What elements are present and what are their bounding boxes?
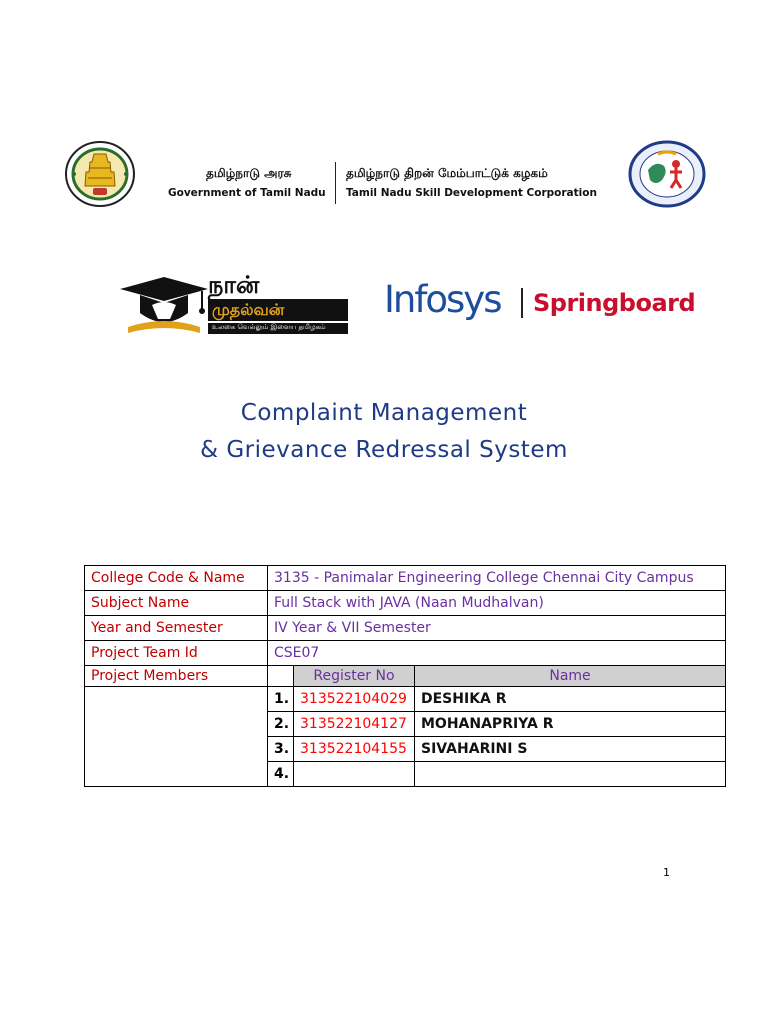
member-name: MOHANAPRIYA R [415, 712, 726, 737]
name-header: Name [415, 666, 726, 687]
member-name: DESHIKA R [415, 687, 726, 712]
document-title-line2: & Grievance Redressal System [200, 437, 568, 463]
document-title-line1: Complaint Management [240, 400, 528, 426]
team-id-label: Project Team Id [85, 641, 268, 666]
college-value: 3135 - Panimalar Engineering College Chennai City Campus [268, 566, 726, 591]
springboard-logo-text: Springboard [533, 289, 696, 317]
naan-mudhalvan-tagline: உலகை வெல்லும் இளைய தமிழகம் [212, 323, 326, 331]
members-header-blank [268, 666, 294, 687]
mudhalvan-text: முதல்வன் [212, 300, 285, 319]
page-number: 1 [663, 866, 670, 879]
graduation-cap-icon [118, 275, 210, 337]
tnsdc-tamil-text: தமிழ்நாடு திறன் மேம்பாட்டுக் கழகம் [346, 166, 548, 180]
subject-label: Subject Name [85, 591, 268, 616]
header-divider [335, 162, 336, 204]
naan-text: நான் [208, 271, 260, 299]
member-number: 4. [268, 762, 294, 787]
members-blank-cell [85, 687, 268, 787]
table-row [85, 591, 726, 616]
table-row [85, 666, 726, 687]
member-register-no: 313522104155 [294, 737, 415, 762]
govt-english-text: Government of Tamil Nadu [168, 187, 326, 199]
table-row [85, 687, 726, 712]
members-label: Project Members [85, 666, 268, 687]
register-no-header: Register No [294, 666, 415, 687]
infosys-divider [521, 288, 523, 318]
member-register-no [294, 762, 415, 787]
tamil-nadu-seal-logo [64, 140, 136, 208]
member-number: 1. [268, 687, 294, 712]
year-semester-value: IV Year & VII Semester [268, 616, 726, 641]
table-row [85, 616, 726, 641]
team-id-value: CSE07 [268, 641, 726, 666]
table-row [85, 641, 726, 666]
infosys-logo-text: Infosys [384, 278, 501, 321]
member-register-no: 313522104127 [294, 712, 415, 737]
project-info-table [84, 565, 726, 787]
tnsdc-english-text: Tamil Nadu Skill Development Corporation [346, 187, 597, 199]
member-register-no: 313522104029 [294, 687, 415, 712]
naan-mudhalvan-logo [118, 271, 354, 337]
member-number: 2. [268, 712, 294, 737]
subject-value: Full Stack with JAVA (Naan Mudhalvan) [268, 591, 726, 616]
govt-tamil-text: தமிழ்நாடு அரசு [206, 166, 292, 180]
member-name [415, 762, 726, 787]
college-label: College Code & Name [85, 566, 268, 591]
tnsdc-emblem-logo [628, 140, 706, 208]
member-number: 3. [268, 737, 294, 762]
year-semester-label: Year and Semester [85, 616, 268, 641]
member-name: SIVAHARINI S [415, 737, 726, 762]
table-row [85, 566, 726, 591]
